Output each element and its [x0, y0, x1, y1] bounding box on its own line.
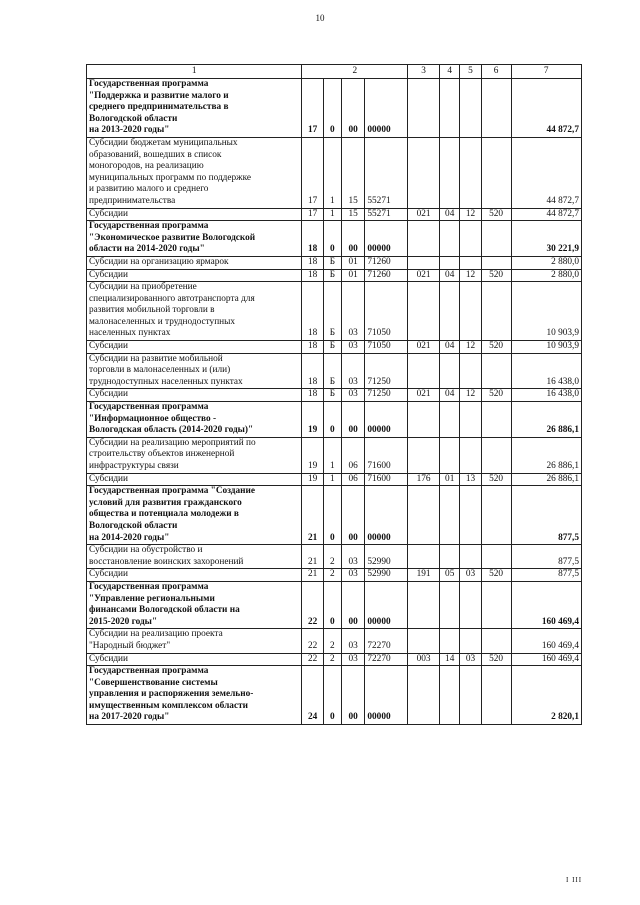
code-subprogram: 0 — [323, 666, 341, 725]
code-section — [440, 256, 460, 269]
code-program: 19 — [302, 402, 323, 438]
table-row — [87, 402, 582, 438]
row-amount: 877,5 — [511, 486, 581, 545]
code-program: 18 — [302, 256, 323, 269]
code-direction: 52990 — [365, 569, 408, 582]
code-program: 21 — [302, 486, 323, 545]
header-col-2: 2 — [302, 65, 408, 79]
code-subsection: 12 — [460, 341, 481, 354]
table-row — [87, 256, 582, 269]
row-amount: 44 872,7 — [511, 208, 581, 221]
code-program: 19 — [302, 437, 323, 473]
code-section: 04 — [440, 269, 460, 282]
code-subprogram: 2 — [323, 629, 341, 653]
code-section: 14 — [440, 653, 460, 666]
code-subsection — [460, 545, 481, 569]
code-expense-type — [481, 79, 511, 138]
code-ministry — [408, 437, 440, 473]
code-subsection — [460, 581, 481, 628]
code-program: 22 — [302, 653, 323, 666]
code-program: 22 — [302, 629, 323, 653]
row-amount: 30 221,9 — [511, 221, 581, 257]
code-subsection — [460, 486, 481, 545]
row-amount: 160 469,4 — [511, 653, 581, 666]
row-name: Субсидии на организацию ярмарок — [87, 256, 302, 269]
table-row — [87, 79, 582, 138]
code-section — [440, 79, 460, 138]
row-name: Субсидии бюджетам муниципальных образований, вошедших в список моногородов, на реализацию муниципальных программ по поддержке и развитию малого и среднего предпринимательства — [87, 137, 302, 208]
row-name: Субсидии — [87, 269, 302, 282]
code-direction: 72270 — [365, 629, 408, 653]
row-amount: 10 903,9 — [511, 341, 581, 354]
page-number: 10 — [315, 13, 325, 23]
code-section: 05 — [440, 569, 460, 582]
row-name: Субсидии — [87, 389, 302, 402]
code-event: 06 — [341, 437, 364, 473]
code-direction: 00000 — [365, 79, 408, 138]
code-program: 18 — [302, 389, 323, 402]
code-ministry — [408, 402, 440, 438]
row-amount: 44 872,7 — [511, 79, 581, 138]
code-subsection — [460, 666, 481, 725]
code-event: 00 — [341, 79, 364, 138]
code-subsection — [460, 402, 481, 438]
row-name: Государственная программа "Совершенствование системы управления и распоряжения земельно- имущественным комплексом области на 2017-2020 годы" — [87, 666, 302, 725]
code-section: 04 — [440, 389, 460, 402]
row-amount: 16 438,0 — [511, 389, 581, 402]
row-amount: 877,5 — [511, 545, 581, 569]
table-row — [87, 666, 582, 725]
header-col-1: 1 — [87, 65, 302, 79]
code-ministry — [408, 581, 440, 628]
code-event: 00 — [341, 486, 364, 545]
code-ministry — [408, 256, 440, 269]
code-event: 03 — [341, 389, 364, 402]
code-subsection: 12 — [460, 208, 481, 221]
code-ministry — [408, 486, 440, 545]
code-expense-type: 520 — [481, 208, 511, 221]
code-direction: 55271 — [365, 208, 408, 221]
code-direction: 55271 — [365, 137, 408, 208]
code-direction: 71260 — [365, 269, 408, 282]
code-subsection: 12 — [460, 389, 481, 402]
code-direction: 52990 — [365, 545, 408, 569]
table-row — [87, 473, 582, 486]
code-expense-type: 520 — [481, 389, 511, 402]
table-row — [87, 629, 582, 653]
row-name: Субсидии на реализацию проекта "Народный бюджет" — [87, 629, 302, 653]
row-amount: 44 872,7 — [511, 137, 581, 208]
code-subprogram: Б — [323, 269, 341, 282]
code-ministry — [408, 137, 440, 208]
code-subprogram: 1 — [323, 208, 341, 221]
code-subsection: 03 — [460, 569, 481, 582]
code-subprogram: 0 — [323, 221, 341, 257]
code-ministry — [408, 629, 440, 653]
code-ministry: 003 — [408, 653, 440, 666]
row-name: Государственная программа "Создание условий для развития гражданского общества и потенциала молодежи в Вологодской области на 2014-2020 годы" — [87, 486, 302, 545]
code-program: 18 — [302, 341, 323, 354]
code-subsection — [460, 282, 481, 341]
table-row — [87, 581, 582, 628]
budget-table — [86, 64, 582, 725]
code-ministry — [408, 353, 440, 389]
code-ministry: 021 — [408, 389, 440, 402]
code-direction: 71600 — [365, 473, 408, 486]
table-row — [87, 269, 582, 282]
code-program: 21 — [302, 569, 323, 582]
code-ministry — [408, 282, 440, 341]
code-event: 03 — [341, 341, 364, 354]
row-name: Субсидии на приобретение специализированного автотранспорта для развития мобильной торговли в малонаселенных и труднодоступных населенных пунктах — [87, 282, 302, 341]
row-amount: 2 880,0 — [511, 269, 581, 282]
code-subsection — [460, 256, 481, 269]
table-row — [87, 208, 582, 221]
row-name: Субсидии — [87, 208, 302, 221]
code-program: 18 — [302, 221, 323, 257]
code-subprogram: 0 — [323, 486, 341, 545]
row-name: Субсидии на обустройство и восстановление воинских захоронений — [87, 545, 302, 569]
code-direction: 71250 — [365, 389, 408, 402]
code-program: 18 — [302, 282, 323, 341]
header-row — [87, 65, 582, 79]
code-subprogram: 0 — [323, 581, 341, 628]
code-event: 01 — [341, 269, 364, 282]
code-subsection — [460, 437, 481, 473]
code-expense-type: 520 — [481, 269, 511, 282]
row-name: Государственная программа "Управление региональными финансами Вологодской области на 2015-2020 годы" — [87, 581, 302, 628]
code-expense-type — [481, 666, 511, 725]
code-ministry: 021 — [408, 269, 440, 282]
row-name: Государственная программа "Экономическое развитие Вологодской области на 2014-2020 годы" — [87, 221, 302, 257]
row-amount: 2 880,0 — [511, 256, 581, 269]
code-subprogram: 2 — [323, 569, 341, 582]
code-direction: 71050 — [365, 341, 408, 354]
code-event: 00 — [341, 581, 364, 628]
code-program: 18 — [302, 269, 323, 282]
row-amount: 160 469,4 — [511, 629, 581, 653]
code-event: 01 — [341, 256, 364, 269]
code-direction: 00000 — [365, 221, 408, 257]
code-section — [440, 137, 460, 208]
code-subprogram: 0 — [323, 402, 341, 438]
row-name: Государственная программа "Информационное общество - Вологодская область (2014-2020 годы)" — [87, 402, 302, 438]
code-ministry — [408, 79, 440, 138]
code-section: 01 — [440, 473, 460, 486]
code-subsection: 12 — [460, 269, 481, 282]
code-section — [440, 402, 460, 438]
code-event: 06 — [341, 473, 364, 486]
code-subprogram: Б — [323, 353, 341, 389]
code-expense-type — [481, 256, 511, 269]
code-subsection — [460, 353, 481, 389]
code-direction: 71250 — [365, 353, 408, 389]
table-row — [87, 353, 582, 389]
table-body — [87, 79, 582, 725]
row-amount: 26 886,1 — [511, 473, 581, 486]
header-col-7: 7 — [511, 65, 581, 79]
table-row — [87, 437, 582, 473]
code-expense-type — [481, 629, 511, 653]
code-expense-type — [481, 221, 511, 257]
code-subprogram: 0 — [323, 79, 341, 138]
code-subsection: 03 — [460, 653, 481, 666]
code-expense-type: 520 — [481, 653, 511, 666]
row-name: Субсидии — [87, 653, 302, 666]
table-row — [87, 569, 582, 582]
code-direction: 00000 — [365, 581, 408, 628]
code-expense-type — [481, 581, 511, 628]
code-event: 00 — [341, 666, 364, 725]
code-section — [440, 282, 460, 341]
code-section — [440, 221, 460, 257]
code-program: 17 — [302, 137, 323, 208]
code-subsection — [460, 79, 481, 138]
code-event: 03 — [341, 653, 364, 666]
table-row — [87, 341, 582, 354]
row-name: Субсидии — [87, 473, 302, 486]
code-subsection: 13 — [460, 473, 481, 486]
code-event: 15 — [341, 137, 364, 208]
code-section — [440, 581, 460, 628]
header-col-6: 6 — [481, 65, 511, 79]
code-expense-type — [481, 545, 511, 569]
code-expense-type: 520 — [481, 569, 511, 582]
header-col-5: 5 — [460, 65, 481, 79]
code-section: 04 — [440, 341, 460, 354]
code-program: 19 — [302, 473, 323, 486]
code-expense-type — [481, 437, 511, 473]
code-expense-type: 520 — [481, 473, 511, 486]
code-ministry: 176 — [408, 473, 440, 486]
row-amount: 160 469,4 — [511, 581, 581, 628]
table-row — [87, 221, 582, 257]
header-col-4: 4 — [440, 65, 460, 79]
code-direction: 71050 — [365, 282, 408, 341]
code-event: 03 — [341, 545, 364, 569]
code-direction: 71260 — [365, 256, 408, 269]
table-row — [87, 389, 582, 402]
code-section — [440, 437, 460, 473]
code-ministry: 021 — [408, 341, 440, 354]
row-amount: 2 820,1 — [511, 666, 581, 725]
footer-mark: I III — [566, 876, 583, 884]
code-event: 03 — [341, 282, 364, 341]
code-event: 15 — [341, 208, 364, 221]
row-amount: 26 886,1 — [511, 437, 581, 473]
code-event: 00 — [341, 402, 364, 438]
table-row — [87, 653, 582, 666]
code-program: 21 — [302, 545, 323, 569]
code-ministry: 191 — [408, 569, 440, 582]
table-row — [87, 282, 582, 341]
code-section — [440, 545, 460, 569]
code-subprogram: 2 — [323, 545, 341, 569]
code-program: 18 — [302, 353, 323, 389]
code-expense-type — [481, 353, 511, 389]
row-name: Субсидии — [87, 569, 302, 582]
code-subsection — [460, 629, 481, 653]
code-direction: 00000 — [365, 486, 408, 545]
code-direction: 71600 — [365, 437, 408, 473]
table-row — [87, 545, 582, 569]
code-subprogram: Б — [323, 341, 341, 354]
code-ministry — [408, 221, 440, 257]
code-expense-type: 520 — [481, 341, 511, 354]
code-subsection — [460, 137, 481, 208]
header-col-3: 3 — [408, 65, 440, 79]
code-expense-type — [481, 282, 511, 341]
table-row — [87, 137, 582, 208]
code-expense-type — [481, 486, 511, 545]
code-ministry — [408, 545, 440, 569]
code-subprogram: 2 — [323, 653, 341, 666]
code-event: 03 — [341, 353, 364, 389]
code-program: 22 — [302, 581, 323, 628]
code-section — [440, 666, 460, 725]
code-direction: 00000 — [365, 402, 408, 438]
code-program: 24 — [302, 666, 323, 725]
code-subsection — [460, 221, 481, 257]
table-header — [87, 65, 582, 79]
row-amount: 26 886,1 — [511, 402, 581, 438]
code-subprogram: Б — [323, 256, 341, 269]
code-program: 17 — [302, 79, 323, 138]
code-subprogram: Б — [323, 389, 341, 402]
code-expense-type — [481, 402, 511, 438]
row-amount: 16 438,0 — [511, 353, 581, 389]
code-section — [440, 486, 460, 545]
row-name: Субсидии — [87, 341, 302, 354]
code-expense-type — [481, 137, 511, 208]
row-amount: 10 903,9 — [511, 282, 581, 341]
code-subprogram: 1 — [323, 437, 341, 473]
code-section: 04 — [440, 208, 460, 221]
code-subprogram: 1 — [323, 137, 341, 208]
code-section — [440, 629, 460, 653]
row-amount: 877,5 — [511, 569, 581, 582]
row-name: Государственная программа "Поддержка и развитие малого и среднего предпринимательства в Вологодской области на 2013-2020 годы" — [87, 79, 302, 138]
code-subprogram: 1 — [323, 473, 341, 486]
code-event: 03 — [341, 629, 364, 653]
table-row — [87, 486, 582, 545]
code-direction: 00000 — [365, 666, 408, 725]
code-event: 03 — [341, 569, 364, 582]
code-direction: 72270 — [365, 653, 408, 666]
code-program: 17 — [302, 208, 323, 221]
row-name: Субсидии на развитие мобильной торговли в малонаселенных и (или) труднодоступных населенных пунктах — [87, 353, 302, 389]
code-event: 00 — [341, 221, 364, 257]
code-section — [440, 353, 460, 389]
code-ministry: 021 — [408, 208, 440, 221]
row-name: Субсидии на реализацию мероприятий по строительству объектов инженерной инфраструктуры связи — [87, 437, 302, 473]
code-subprogram: Б — [323, 282, 341, 341]
code-ministry — [408, 666, 440, 725]
